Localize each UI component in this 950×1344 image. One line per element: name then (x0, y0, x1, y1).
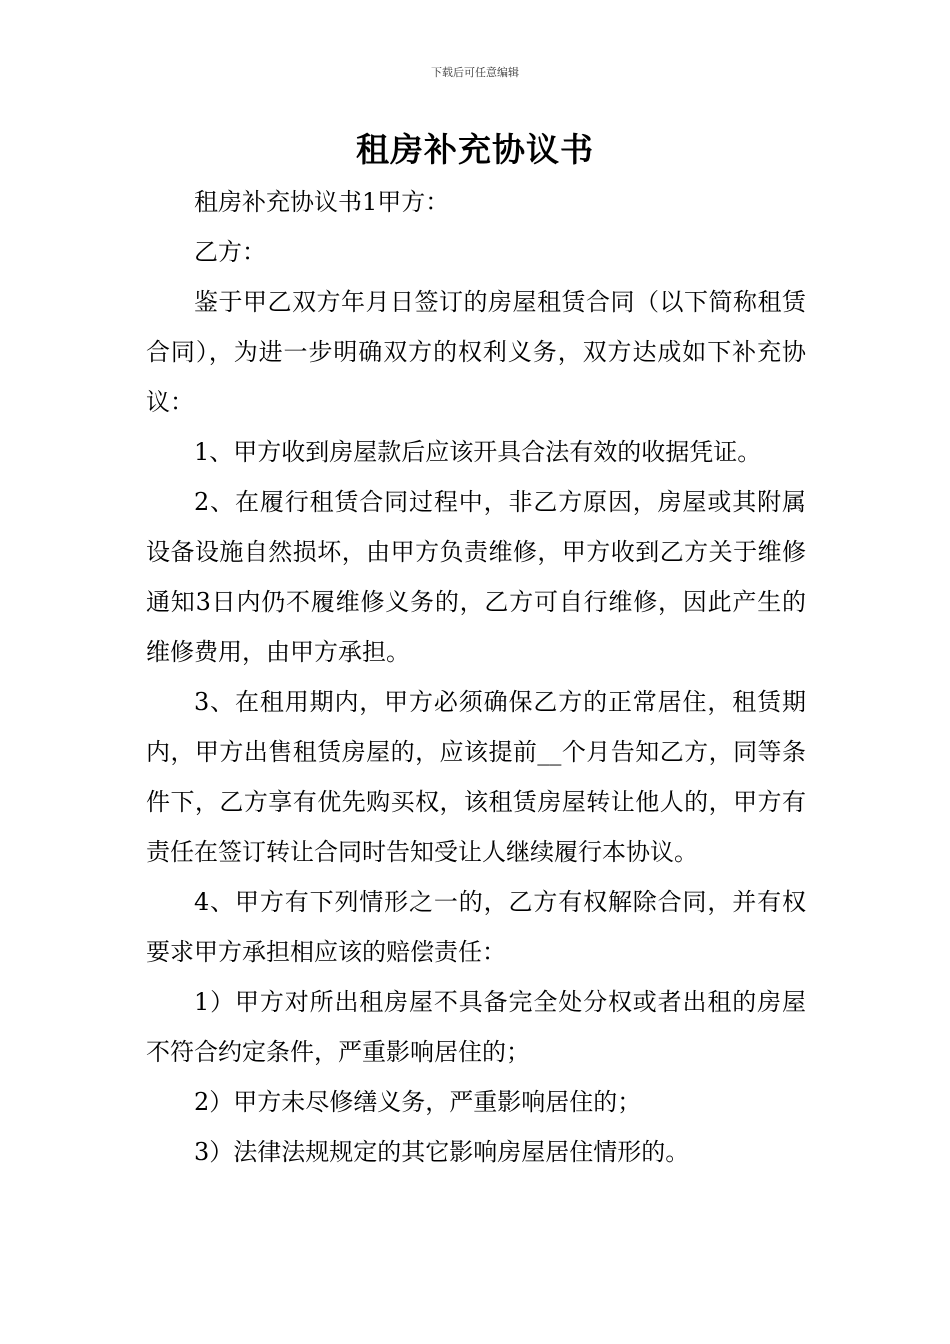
paragraph-clause-3: 3、在租用期内，甲方必须确保乙方的正常居住，租赁期内，甲方出售租赁房屋的，应该提前__个月告知乙方，同等条件下，乙方享有优先购买权，该租赁房屋转让他人的，甲方有责任在签订转让合同时告知受让人继续履行本协议。 (146, 688, 806, 866)
download-note: 下载后可任意编辑 (431, 66, 519, 79)
paragraph-subclause-2: 2）甲方未尽修缮义务，严重影响居住的； (194, 1088, 642, 1116)
paragraph-party-a: 租房补充协议书1甲方： (194, 188, 450, 216)
document-body (146, 177, 806, 1177)
paragraph-clause-1: 1、甲方收到房屋款后应该开具合法有效的收据凭证。 (194, 438, 762, 466)
paragraph-preamble: 鉴于甲乙双方年月日签订的房屋租赁合同（以下简称租赁合同），为进一步明确双方的权利义务，双方达成如下补充协议： (146, 288, 806, 416)
paragraph-party-b: 乙方： (194, 238, 266, 266)
paragraph-clause-4: 4、甲方有下列情形之一的，乙方有权解除合同，并有权要求甲方承担相应该的赔偿责任： (146, 888, 806, 966)
paragraph-clause-2: 2、在履行租赁合同过程中，非乙方原因，房屋或其附属设备设施自然损坏，由甲方负责维修，甲方收到乙方关于维修通知3日内仍不履维修义务的，乙方可自行维修，因此产生的维修费用，由甲方承担。 (146, 488, 806, 666)
document-title: 租房补充协议书 (356, 130, 594, 169)
paragraph-subclause-1: 1）甲方对所出租房屋不具备完全处分权或者出租的房屋不符合约定条件，严重影响居住的； (146, 988, 806, 1066)
paragraph-subclause-3: 3）法律法规规定的其它影响房屋居住情形的。 (194, 1138, 690, 1166)
